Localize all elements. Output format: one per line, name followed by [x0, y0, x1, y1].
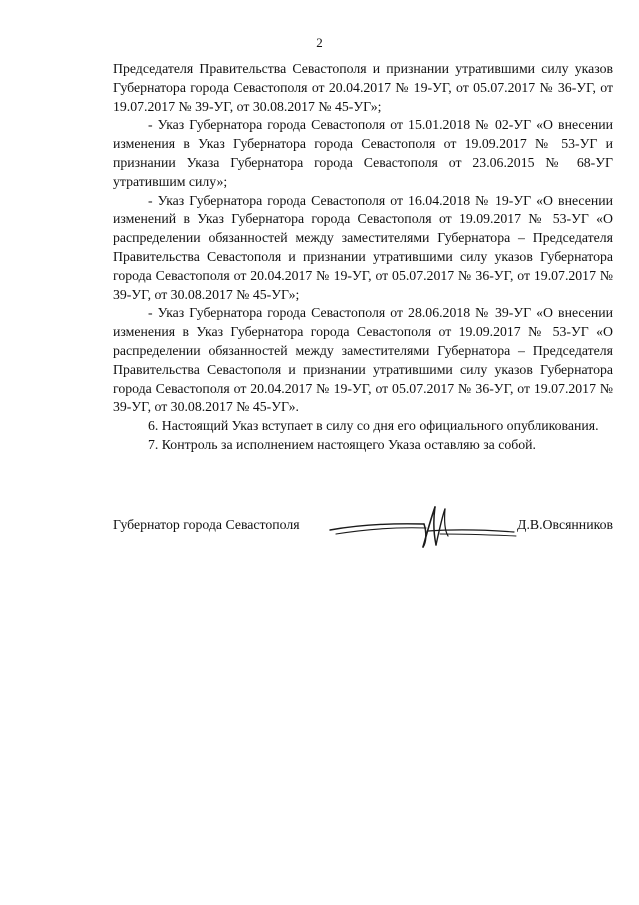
paragraph-continuation: Председателя Правительства Севастополя и признании утратившими силу указов Губернатора города Севастополя от 20.04.2017 № 19-УГ, от 05.07.2017 № 36-УГ, от 19.07.2017 № 39-УГ, от 30.08.2017 № 45-УГ»;: [113, 61, 613, 114]
document-body: [113, 60, 613, 455]
signature-block: [113, 509, 613, 543]
handwritten-signature: [328, 503, 518, 549]
paragraph-decree-39-ug: - Указ Губернатора города Севастополя от 28.06.2018 № 39-УГ «О внесении изменения в Указ Губернатора города Севастополя от 19.09.2017 № 53-УГ «О распределении обязанностей между заместителями Губернатора – Председателя Правительства Севастополя и признании утратившими силу указов Губернатора города Севастополя от 20.04.2017 № 19-УГ, от 05.07.2017 № 36-УГ, от 19.07.2017 № 39-УГ, от 30.08.2017 № 45-УГ».: [113, 305, 613, 415]
signatory-name: Д.В.Овсянников: [517, 517, 613, 532]
signatory-position: Губернатор города Севастополя: [113, 517, 300, 532]
paragraph-item-6: 6. Настоящий Указ вступает в силу со дня его официального опубликования.: [148, 418, 599, 434]
paragraph-decree-02-ug: - Указ Губернатора города Севастополя от 15.01.2018 № 02-УГ «О внесении изменения в Указ Губернатора города Севастополя от 19.09.2017 № 53-УГ и признании Указа Губернатора города Севастополя от 23.06.2015 № 68-УГ утратившим силу»;: [113, 117, 613, 189]
page-number: 2: [316, 35, 323, 50]
paragraph-decree-19-ug: - Указ Губернатора города Севастополя от 16.04.2018 № 19-УГ «О внесении изменений в Указ Губернатора города Севастополя от 19.09.2017 № 53-УГ «О распределении обязанностей между заместителями Губернатора – Председателя Правительства Севастополя и признании утратившими силу указов Губернатора города Севастополя от 20.04.2017 № 19-УГ, от 05.07.2017 № 36-УГ, от 19.07.2017 № 39-УГ, от 30.08.2017 № 45-УГ»;: [113, 192, 613, 302]
paragraph-item-7: 7. Контроль за исполнением настоящего Указа оставляю за собой.: [148, 436, 536, 452]
